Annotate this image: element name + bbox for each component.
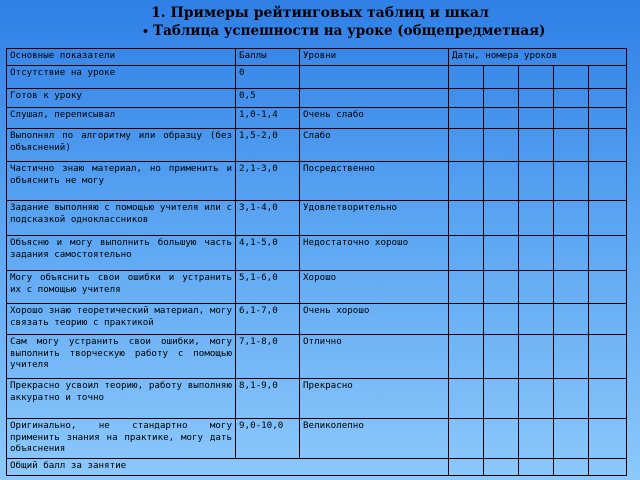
header-row: [7, 49, 627, 66]
date-cell[interactable]: [554, 419, 589, 459]
date-cell[interactable]: [554, 271, 589, 304]
points-cell: 6,1-7,0: [236, 304, 300, 335]
date-cell[interactable]: [519, 419, 554, 459]
level-cell: Очень слабо: [300, 108, 449, 129]
points-cell: 1,0-1,4: [236, 108, 300, 129]
date-cell[interactable]: [519, 129, 554, 162]
date-cell[interactable]: [554, 335, 589, 379]
date-cell[interactable]: [484, 335, 519, 379]
page-title: 1. Примеры рейтинговых таблиц и шкал: [151, 5, 489, 21]
indicator-cell: Оригинально, не стандартно могу применить знания на практике, могу дать объяснения: [7, 419, 236, 459]
date-cell[interactable]: [449, 162, 484, 201]
points-cell: 8,1-9,0: [236, 379, 300, 419]
date-cell[interactable]: [589, 108, 627, 129]
date-cell[interactable]: [519, 459, 554, 476]
table-row: [7, 201, 627, 236]
date-cell[interactable]: [554, 459, 589, 476]
date-cell[interactable]: [519, 271, 554, 304]
date-cell[interactable]: [589, 379, 627, 419]
level-cell: [300, 66, 449, 89]
date-cell[interactable]: [449, 236, 484, 271]
date-cell[interactable]: [449, 335, 484, 379]
date-cell[interactable]: [519, 66, 554, 89]
date-cell[interactable]: [484, 236, 519, 271]
indicator-cell: Могу объяснить свои ошибки и устранить их с помощью учителя: [7, 271, 236, 304]
level-cell: Недостаточно хорошо: [300, 236, 449, 271]
date-cell[interactable]: [449, 201, 484, 236]
date-cell[interactable]: [484, 379, 519, 419]
date-cell[interactable]: [589, 129, 627, 162]
indicator-cell: Прекрасно усвоил теорию, работу выполняю аккуратно и точно: [7, 379, 236, 419]
date-cell[interactable]: [519, 236, 554, 271]
table-row: [7, 236, 627, 271]
level-cell: Прекрасно: [300, 379, 449, 419]
date-cell[interactable]: [484, 162, 519, 201]
date-cell[interactable]: [589, 89, 627, 108]
indicator-cell: Слушал, переписывал: [7, 108, 236, 129]
points-cell: 7,1-8,0: [236, 335, 300, 379]
table-row: [7, 66, 627, 89]
level-cell: Слабо: [300, 129, 449, 162]
date-cell[interactable]: [449, 66, 484, 89]
date-cell[interactable]: [519, 201, 554, 236]
date-cell[interactable]: [589, 335, 627, 379]
date-cell[interactable]: [589, 271, 627, 304]
table-row: [7, 419, 627, 459]
points-cell: 4,1-5,0: [236, 236, 300, 271]
date-cell[interactable]: [554, 201, 589, 236]
date-cell[interactable]: [554, 304, 589, 335]
date-cell[interactable]: [589, 304, 627, 335]
header-points: Баллы: [236, 49, 300, 66]
points-cell: 1,5-2,0: [236, 129, 300, 162]
date-cell[interactable]: [554, 66, 589, 89]
date-cell[interactable]: [449, 271, 484, 304]
date-cell[interactable]: [519, 89, 554, 108]
date-cell[interactable]: [484, 66, 519, 89]
points-cell: 0: [236, 66, 300, 89]
date-cell[interactable]: [484, 459, 519, 476]
date-cell[interactable]: [484, 271, 519, 304]
indicator-cell: Готов к уроку: [7, 89, 236, 108]
date-cell[interactable]: [519, 379, 554, 419]
indicator-cell: Частично знаю материал, но применить и объяснить не могу: [7, 162, 236, 201]
level-cell: Отлично: [300, 335, 449, 379]
date-cell[interactable]: [589, 201, 627, 236]
date-cell[interactable]: [449, 304, 484, 335]
date-cell[interactable]: [449, 89, 484, 108]
date-cell[interactable]: [484, 304, 519, 335]
table-row: [7, 162, 627, 201]
indicator-cell: Выполнял по алгоритму или образцу (без объяснений): [7, 129, 236, 162]
date-cell[interactable]: [554, 379, 589, 419]
date-cell[interactable]: [484, 201, 519, 236]
points-cell: 0,5: [236, 89, 300, 108]
footer-total-label: Общий балл за занятие: [7, 459, 449, 476]
date-cell[interactable]: [589, 162, 627, 201]
date-cell[interactable]: [554, 162, 589, 201]
indicator-cell: Задание выполняю с помощью учителя или с подсказкой одноклассников: [7, 201, 236, 236]
date-cell[interactable]: [554, 89, 589, 108]
level-cell: Великолепно: [300, 419, 449, 459]
level-cell: Очень хорошо: [300, 304, 449, 335]
subtitle-text: Таблица успешности на уроке (общепредметная): [153, 23, 546, 39]
date-cell[interactable]: [484, 129, 519, 162]
points-cell: 5,1-6,0: [236, 271, 300, 304]
date-cell[interactable]: [484, 419, 519, 459]
table-row: [7, 335, 627, 379]
date-cell[interactable]: [554, 236, 589, 271]
footer-row: [7, 459, 627, 476]
indicator-cell: Отсутствие на уроке: [7, 66, 236, 89]
date-cell[interactable]: [519, 162, 554, 201]
indicator-cell: Хорошо знаю теоретический материал, могу связать теорию с практикой: [7, 304, 236, 335]
date-cell[interactable]: [484, 108, 519, 129]
date-cell[interactable]: [449, 419, 484, 459]
header-levels: Уровни: [300, 49, 449, 66]
points-cell: 9,0-10,0: [236, 419, 300, 459]
date-cell[interactable]: [449, 459, 484, 476]
table-row: [7, 129, 627, 162]
table-row: [7, 304, 627, 335]
indicator-cell: Объясню и могу выполнить большую часть задания самостоятельно: [7, 236, 236, 271]
bullet-icon: •: [142, 25, 150, 38]
date-cell[interactable]: [519, 108, 554, 129]
date-cell[interactable]: [589, 66, 627, 89]
success-table: [6, 48, 627, 476]
date-cell[interactable]: [449, 108, 484, 129]
header-dates: Даты, номера уроков: [449, 49, 627, 66]
level-cell: Посредственно: [300, 162, 449, 201]
date-cell[interactable]: [484, 89, 519, 108]
date-cell[interactable]: [519, 304, 554, 335]
level-cell: Хорошо: [300, 271, 449, 304]
table-row: [7, 379, 627, 419]
level-cell: [300, 89, 449, 108]
date-cell[interactable]: [519, 335, 554, 379]
date-cell[interactable]: [554, 129, 589, 162]
level-cell: Удовлетворительно: [300, 201, 449, 236]
date-cell[interactable]: [589, 236, 627, 271]
table-subtitle: [142, 23, 545, 39]
points-cell: 3,1-4,0: [236, 201, 300, 236]
header-indicators: Основные показатели: [7, 49, 236, 66]
table-row: [7, 271, 627, 304]
points-cell: 2,1-3,0: [236, 162, 300, 201]
date-cell[interactable]: [589, 419, 627, 459]
table-row: [7, 89, 627, 108]
date-cell[interactable]: [554, 108, 589, 129]
date-cell[interactable]: [449, 379, 484, 419]
date-cell[interactable]: [449, 129, 484, 162]
date-cell[interactable]: [589, 459, 627, 476]
table-row: [7, 108, 627, 129]
indicator-cell: Сам могу устранить свои ошибки, могу выполнить творческую работу с помощью учителя: [7, 335, 236, 379]
